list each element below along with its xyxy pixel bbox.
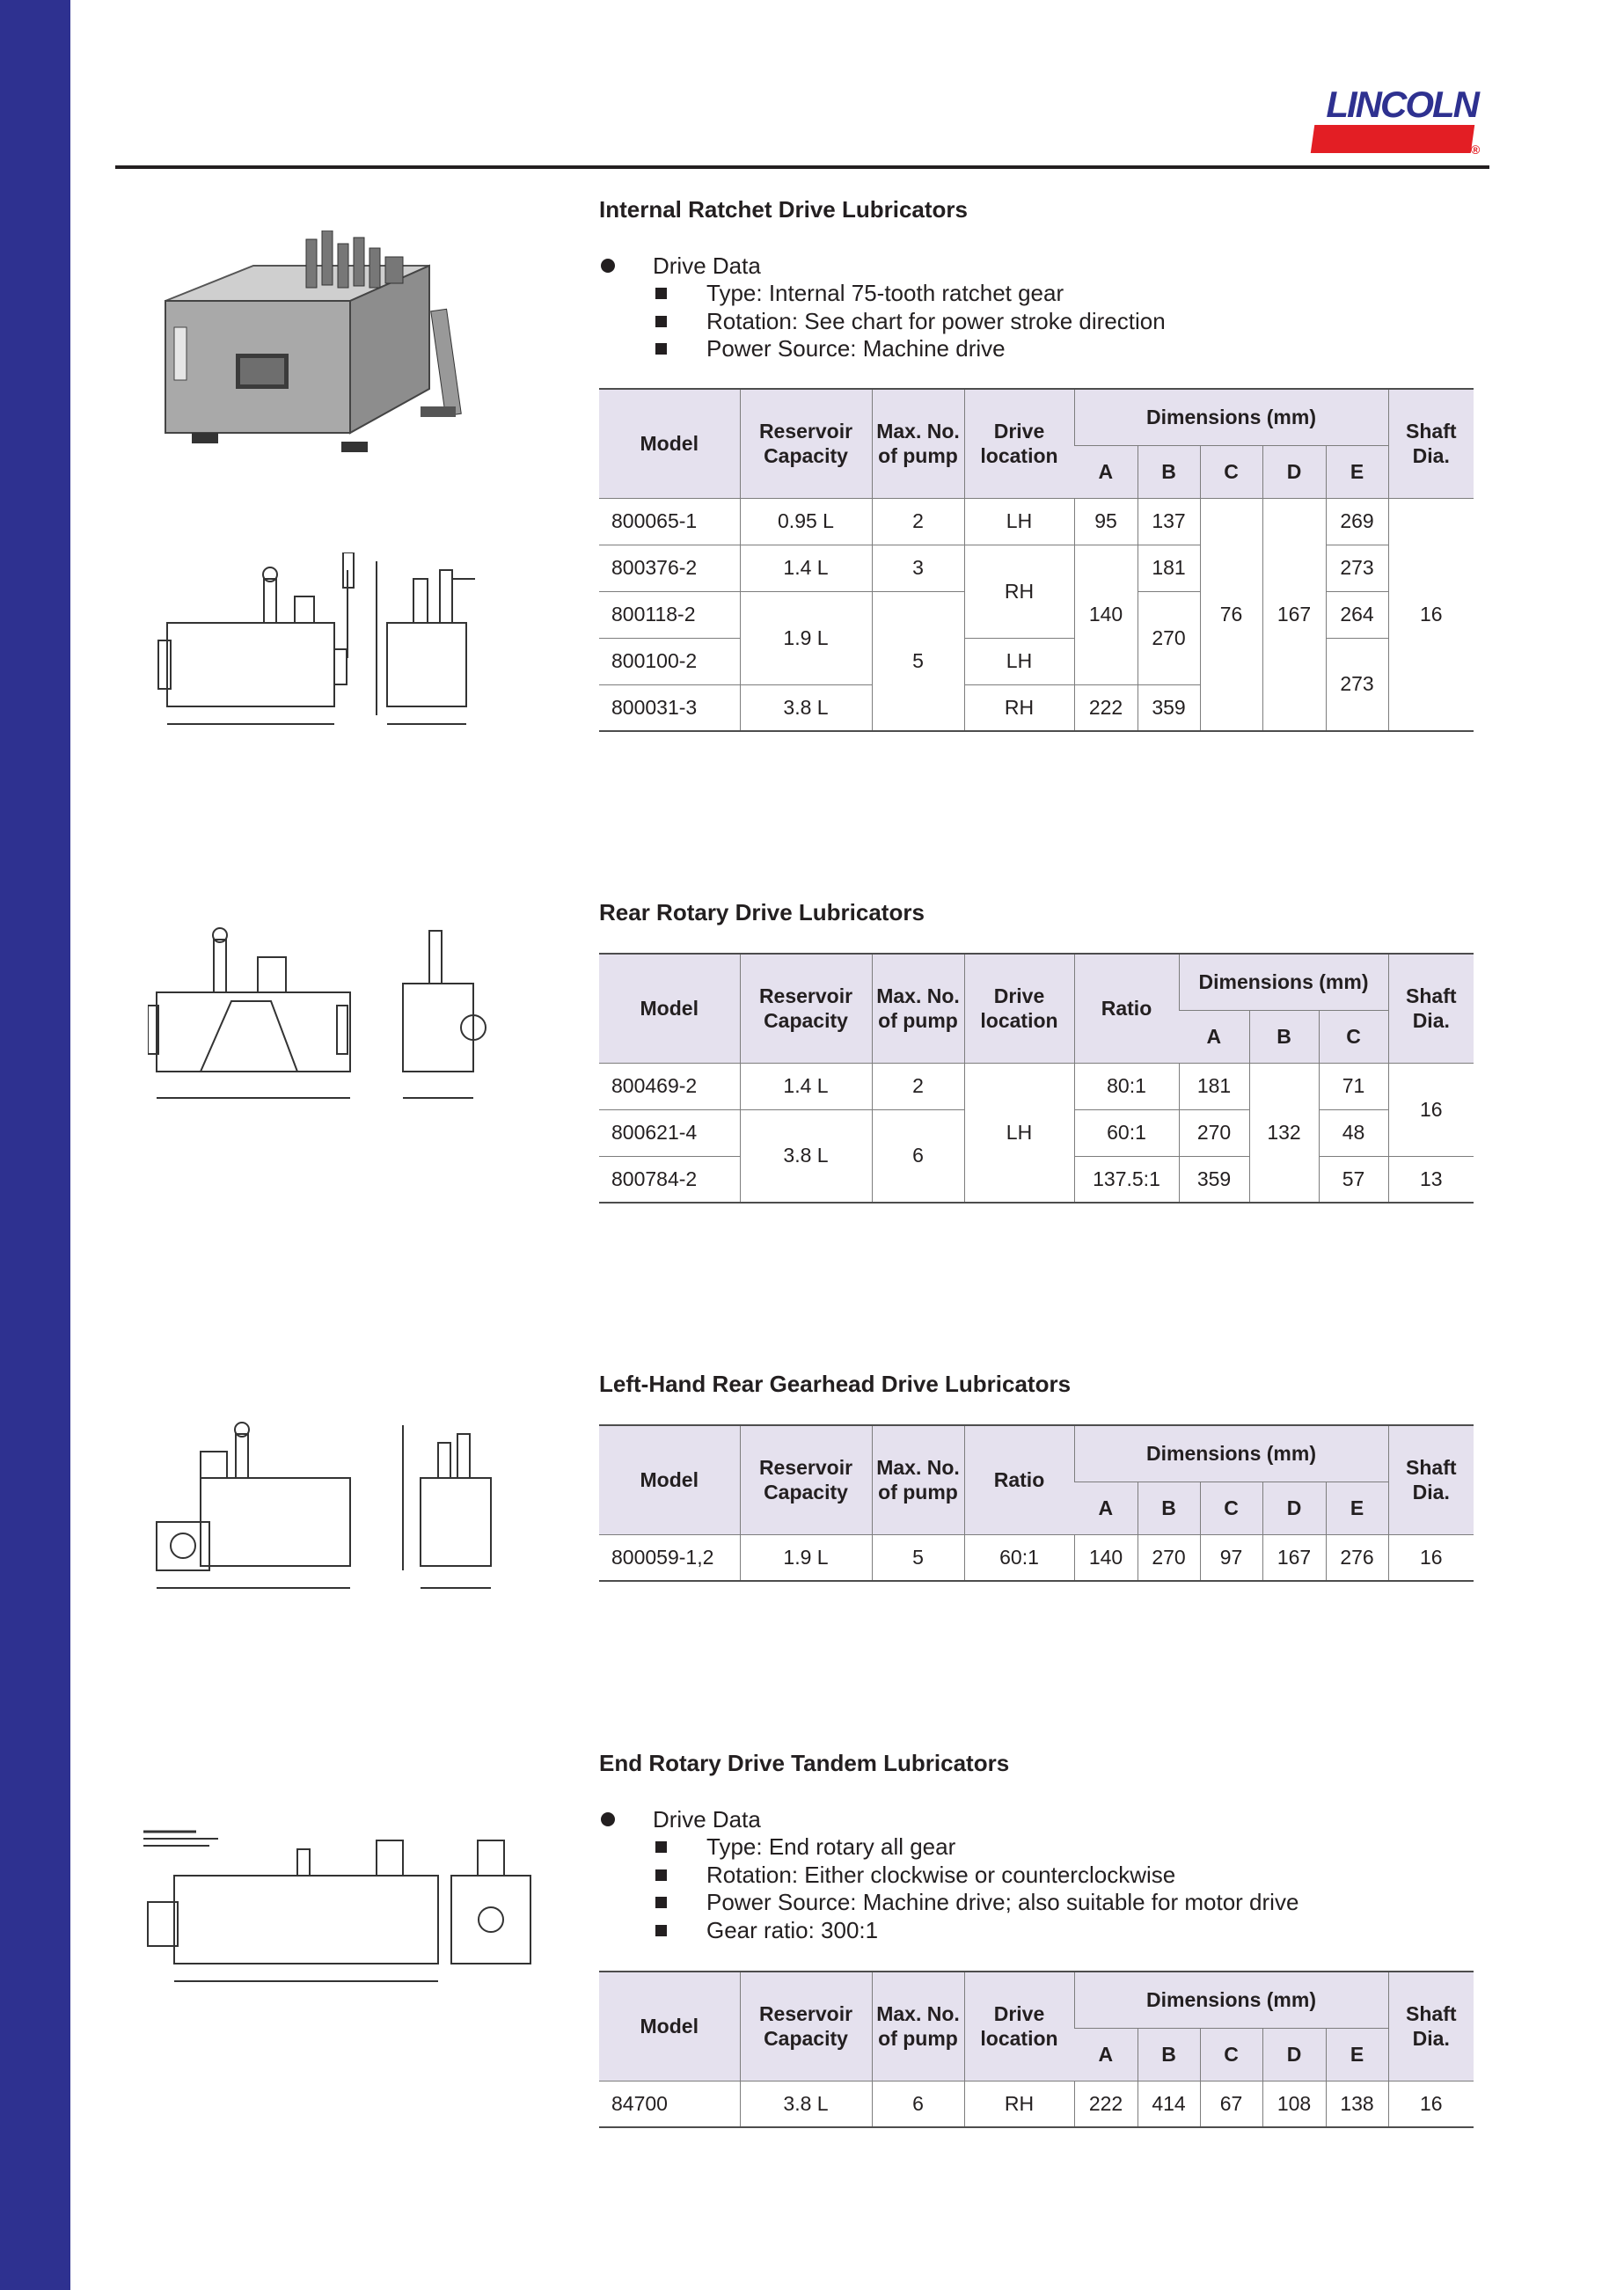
bullet-item: Power Source: Machine drive	[599, 335, 1166, 363]
lincoln-logo: LINCOLN ®	[1309, 86, 1485, 164]
bullet-main: Drive Data	[599, 252, 1166, 280]
spec-table-internal-ratchet: Model Reservoir Capacity Max. No. of pump Drive location Dimensions (mm) Shaft Dia. A B C D E 800065-1 0.95 L 2 LH 95 137 76 167 269 16 800376-2 1.4 L 3 RH 140 181 273 800118-2 1.9 L 5 270 264 800100-2 LH 273 800031-3 3.8 L RH 222 359	[599, 388, 1474, 732]
left-sidebar-band	[0, 0, 70, 2290]
bullet-item: Gear ratio: 300:1	[599, 1917, 1298, 1945]
table-row: 84700 3.8 L 6 RH 222 414 67 108 138 16	[599, 2081, 1474, 2127]
spec-table-rear-rotary: Model Reservoir Capacity Max. No. of pump Drive location Ratio Dimensions (mm) Shaft Dia. A B C 800469-2 1.4 L 2 LH 80:1 181 132 71 16 800621-4 3.8 L 6 60:1 270 48 800784-2 137.5:1 359 57 13	[599, 953, 1474, 1204]
ratchet-drive-drawing	[150, 552, 537, 737]
spec-table-end-rotary: Model Reservoir Capacity Max. No. of pump Drive location Dimensions (mm) Shaft Dia. A B C D E 84700 3.8 L 6 RH 222 414 67 108 138 16	[599, 1971, 1474, 2128]
section-title-rear-rotary: Rear Rotary Drive Lubricators	[599, 899, 925, 926]
gearhead-drive-drawing	[148, 1416, 535, 1610]
section-title-internal-ratchet: Internal Ratchet Drive Lubricators	[599, 196, 968, 223]
spec-table-gearhead: Model Reservoir Capacity Max. No. of pump Ratio Dimensions (mm) Shaft Dia. A B C D E 800059-1,2 1.9 L 5 60:1 140 270 97 167 276 16	[599, 1424, 1474, 1582]
section-title-gearhead: Left-Hand Rear Gearhead Drive Lubricators	[599, 1371, 1072, 1397]
rear-rotary-drawing	[148, 913, 535, 1112]
table-row: 800376-2 1.4 L 3 RH 140 181 273	[599, 545, 1474, 591]
bullet-item: Type: Internal 75-tooth ratchet gear	[599, 280, 1166, 308]
table-row: 800621-4 3.8 L 6 60:1 270 48	[599, 1109, 1474, 1156]
table-row: 800100-2 LH 273	[599, 638, 1474, 684]
bullet-item: Power Source: Machine drive; also suitable for motor drive	[599, 1889, 1298, 1917]
lubricator-photo	[148, 230, 517, 494]
table-row: 800031-3 3.8 L RH 222 359	[599, 684, 1474, 731]
end-rotary-drawing	[139, 1823, 535, 1999]
table-row: 800469-2 1.4 L 2 LH 80:1 181 132 71 16	[599, 1063, 1474, 1109]
table-row: 800118-2 1.9 L 5 270 264	[599, 591, 1474, 638]
drive-data-list-1	[599, 252, 1166, 363]
section-title-end-rotary: End Rotary Drive Tandem Lubricators	[599, 1750, 1010, 1776]
bullet-main: Drive Data	[599, 1805, 1298, 1833]
drive-data-list-2	[599, 1805, 1298, 1944]
table-row: 800059-1,2 1.9 L 5 60:1 140 270 97 167 276 16	[599, 1534, 1474, 1581]
bullet-item: Type: End rotary all gear	[599, 1833, 1298, 1862]
table-row: 800065-1 0.95 L 2 LH 95 137 76 167 269 16	[599, 498, 1474, 545]
bullet-item: Rotation: Either clockwise or counterclockwise	[599, 1862, 1298, 1890]
table-row: 800784-2 137.5:1 359 57 13	[599, 1156, 1474, 1203]
header-divider	[115, 165, 1489, 169]
bullet-item: Rotation: See chart for power stroke direction	[599, 308, 1166, 336]
